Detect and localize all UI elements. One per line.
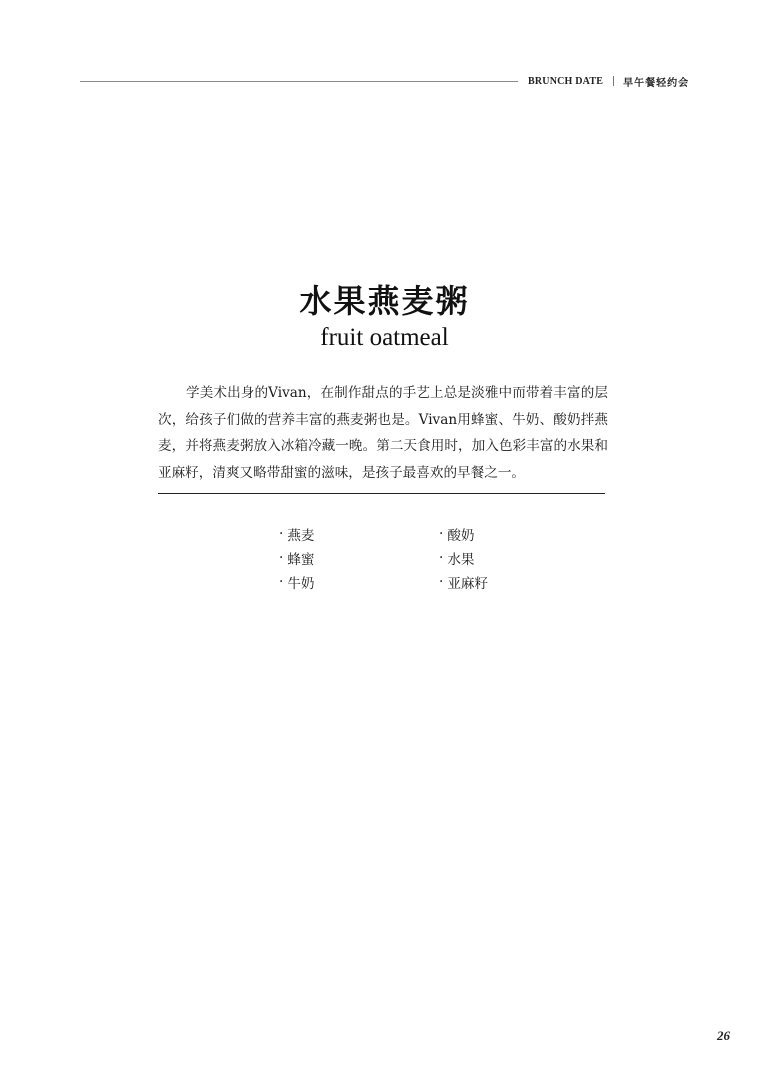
ingredient-label: 水果 <box>447 552 475 568</box>
header-rule <box>80 81 518 82</box>
recipe-title-cn: 水果燕麦粥 <box>299 282 470 320</box>
ingredient-label: 燕麦 <box>287 528 315 544</box>
ingredient-label: 亚麻籽 <box>447 576 489 592</box>
ingredient-label: 牛奶 <box>287 576 315 592</box>
bullet-icon: · <box>279 526 284 542</box>
ingredient-label: 蜂蜜 <box>287 552 315 568</box>
header-series-en: BRUNCH DATE <box>528 75 604 87</box>
bullet-icon: · <box>439 550 444 566</box>
ingredient-item <box>439 546 559 570</box>
recipe-intro: 学美术出身的Vivan，在制作甜点的手艺上总是淡雅中而带着丰富的层次，给孩子们做的营养丰富的燕麦粥也是。Vivan用蜂蜜、牛奶、酸奶拌燕麦，并将燕麦粥放入冰箱冷藏一晚。第二天食用时，加入色彩丰富的水果和亚麻籽，清爽又略带甜蜜的滋味，是孩子最喜欢的早餐之一。 <box>158 385 608 481</box>
recipe-title-en: fruit oatmeal <box>320 324 449 351</box>
ingredient-item <box>279 546 439 570</box>
bullet-icon: · <box>279 574 284 590</box>
ingredient-item <box>439 570 559 594</box>
ingredient-item <box>279 570 439 594</box>
bullet-icon: · <box>439 574 444 590</box>
ingredient-label: 酸奶 <box>447 528 475 544</box>
ingredient-list <box>279 522 559 594</box>
ingredient-item <box>279 522 439 546</box>
bullet-icon: · <box>279 550 284 566</box>
running-header <box>528 74 689 88</box>
page-number: 26 <box>717 1028 730 1043</box>
ingredient-item <box>439 522 559 546</box>
bullet-icon: · <box>439 526 444 542</box>
section-divider <box>158 493 605 494</box>
header-series-cn: 早午餐轻约会 <box>623 77 690 89</box>
header-separator <box>613 76 614 86</box>
